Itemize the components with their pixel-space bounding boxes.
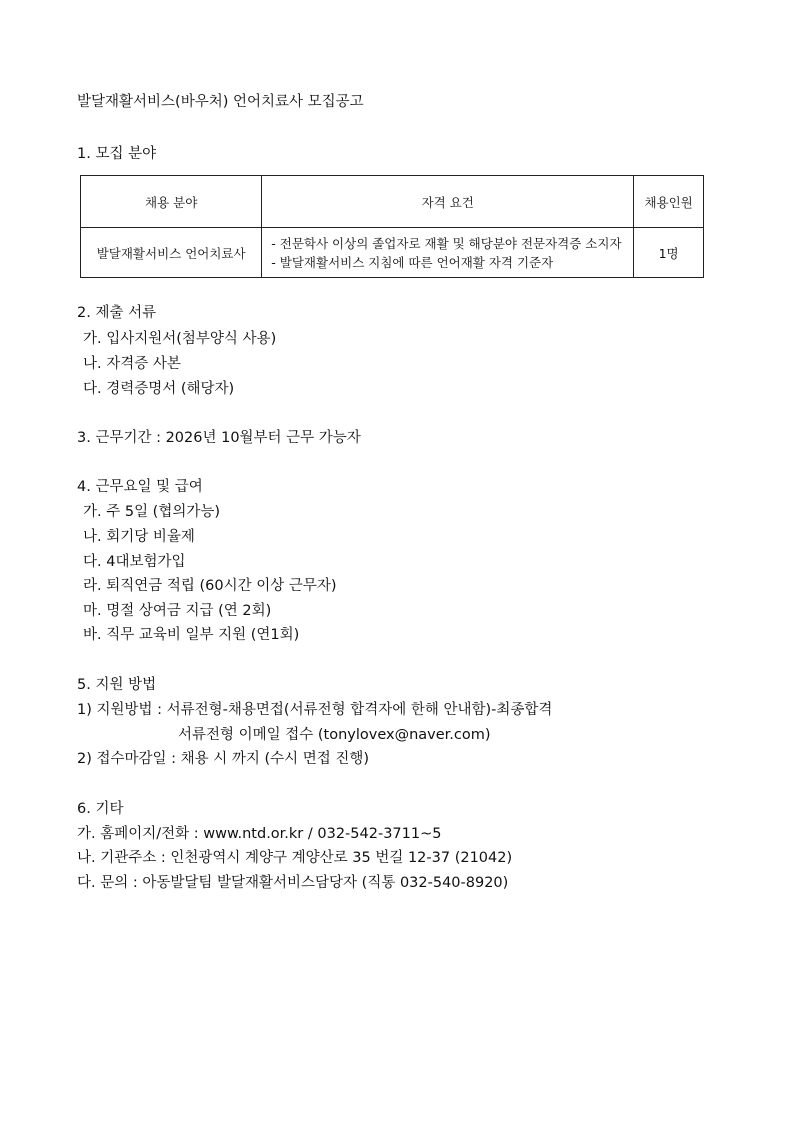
- section-3-heading: 3. 근무기간 : 2026년 10월부터 근무 가능자: [77, 430, 361, 446]
- section-5-heading: 5. 지원 방법: [77, 677, 157, 693]
- section-1-heading: 1. 모집 분야: [77, 146, 157, 162]
- application-email: 서류전형 이메일 접수 (tonylovex@naver.com): [178, 727, 491, 743]
- list-item: 나. 자격증 사본: [83, 356, 181, 372]
- section-4-heading: 4. 근무요일 및 급여: [77, 479, 203, 495]
- list-item: 다. 경력증명서 (해당자): [83, 381, 235, 397]
- recruitment-table: [80, 175, 704, 278]
- list-item: 다. 4대보험가입: [83, 554, 186, 570]
- header-qualification: 자격 요건: [262, 176, 634, 228]
- qualification-item: - 전문학사 이상의 졸업자로 재활 및 해당분야 전문자격증 소지자: [271, 235, 622, 251]
- list-item: 바. 직무 교육비 일부 지원 (연1회): [83, 627, 300, 643]
- list-item: 나. 회기당 비율제: [83, 529, 195, 545]
- qualification-item: - 발달재활서비스 지침에 따른 언어재활 자격 기준자: [271, 254, 554, 270]
- list-item: 가. 홈페이지/전화 : www.ntd.or.kr / 032-542-3711~5: [77, 826, 442, 842]
- section-2-heading: 2. 제출 서류: [77, 305, 157, 321]
- section-6-heading: 6. 기타: [77, 801, 124, 817]
- table-row: [81, 228, 704, 278]
- header-field: 채용 분야: [81, 176, 262, 228]
- cell-field: 발달재활서비스 언어치료사: [81, 228, 262, 278]
- header-count: 채용인원: [634, 176, 704, 228]
- application-method: 1) 지원방법 : 서류전형-채용면접(서류전형 합격자에 한해 안내함)-최종합격: [77, 702, 553, 718]
- list-item: 다. 문의 : 아동발달팀 발달재활서비스담당자 (직통 032-540-8920): [77, 875, 509, 891]
- list-item: 가. 입사지원서(첨부양식 사용): [83, 331, 277, 347]
- document-title: 발달재활서비스(바우처) 언어치료사 모집공고: [77, 94, 364, 110]
- cell-qualification: [262, 228, 634, 278]
- application-deadline: 2) 접수마감일 : 채용 시 까지 (수시 면접 진행): [77, 751, 370, 767]
- table-header-row: [81, 176, 704, 228]
- cell-count: 1명: [634, 228, 704, 278]
- list-item: 나. 기관주소 : 인천광역시 계양구 계양산로 35 번길 12-37 (21042): [77, 850, 513, 866]
- list-item: 마. 명절 상여금 지급 (연 2회): [83, 603, 272, 619]
- list-item: 라. 퇴직연금 적립 (60시간 이상 근무자): [83, 578, 337, 594]
- list-item: 가. 주 5일 (협의가능): [83, 504, 221, 520]
